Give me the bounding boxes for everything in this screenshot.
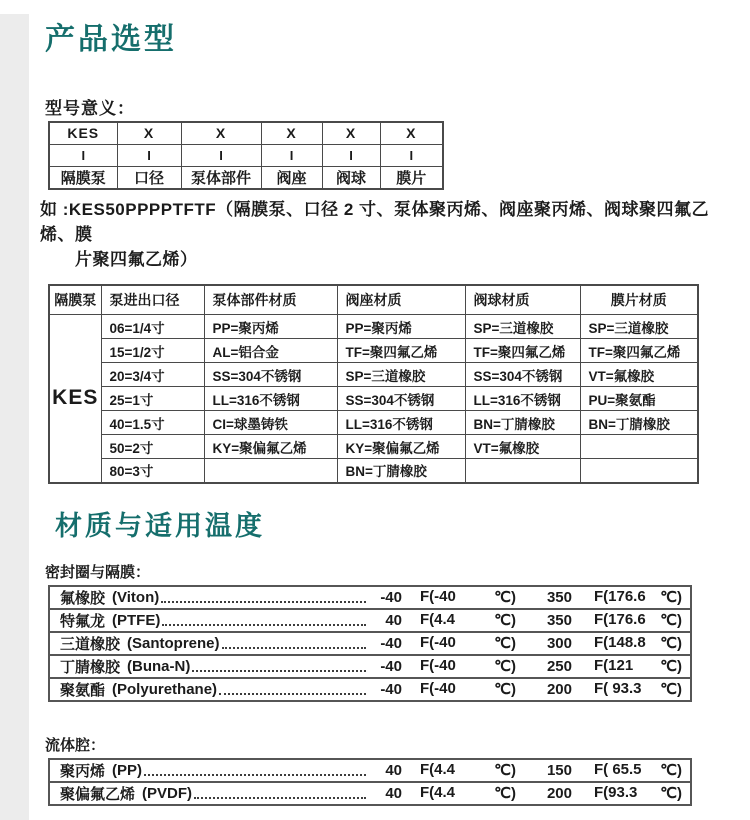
min-temp-c	[420, 588, 516, 606]
sel-header: 膜片材质	[580, 285, 698, 315]
min-temp-f: -40	[380, 657, 402, 675]
max-temp-c-unit: ℃)	[660, 762, 682, 779]
sel-cell: BN=丁腈橡胶	[580, 411, 698, 435]
material-name-cn: 聚氨酯	[60, 681, 106, 699]
max-temp-c	[594, 680, 682, 698]
temp-row	[48, 608, 692, 633]
min-temp-c	[420, 680, 516, 698]
min-temp-f: -40	[380, 634, 402, 652]
material-name-en: (Santoprene)	[127, 634, 220, 652]
material-name-cn: 聚偏氟乙烯	[60, 785, 136, 803]
model-cell: X	[322, 122, 380, 144]
sel-cell: PU=聚氨酯	[580, 387, 698, 411]
min-temp-c-value: F(-40	[420, 680, 456, 697]
sel-cell: CI=球墨铸铁	[204, 411, 337, 435]
material-name-en: (PTFE)	[112, 611, 161, 629]
temp-row	[48, 758, 692, 783]
dot-leader	[144, 774, 366, 776]
sel-cell: VT=氟橡胶	[580, 363, 698, 387]
max-temp-f: 200	[546, 784, 572, 802]
max-temp-c	[594, 588, 682, 606]
table-row	[49, 459, 698, 483]
min-temp-c-value: F(-40	[420, 657, 456, 674]
max-temp-c	[594, 611, 682, 629]
model-cell: X	[181, 122, 261, 144]
model-cell: I	[181, 144, 261, 166]
model-example	[40, 197, 720, 272]
sel-cell: BN=丁腈橡胶	[337, 459, 465, 483]
seal-diaphragm-label: 密封圈与隔膜：	[45, 563, 151, 581]
max-temp-c-unit: ℃)	[660, 635, 682, 652]
model-cell: 口径	[117, 166, 181, 189]
model-cell: X	[117, 122, 181, 144]
max-temp-f: 250	[546, 657, 572, 675]
min-temp-c	[420, 784, 516, 802]
temp-row	[48, 781, 692, 806]
table-row	[49, 435, 698, 459]
sel-cell: 40=1.5寸	[101, 411, 204, 435]
sel-cell: KY=聚偏氟乙烯	[204, 435, 337, 459]
sel-cell: 20=3/4寸	[101, 363, 204, 387]
min-temp-c-value: F(4.4	[420, 761, 456, 778]
min-temp-c-unit: ℃)	[494, 589, 516, 606]
sel-cell: SP=三道橡胶	[337, 363, 465, 387]
sel-cell: SS=304不锈钢	[204, 363, 337, 387]
model-name-row	[49, 166, 443, 189]
model-cell: KES	[49, 122, 117, 144]
material-name-cn: 聚丙烯	[60, 762, 106, 780]
min-temp-f: 40	[385, 761, 402, 779]
pump-code-cell: KES	[49, 315, 101, 483]
model-cell: I	[322, 144, 380, 166]
sel-cell	[580, 435, 698, 459]
max-temp-f: 200	[546, 680, 572, 698]
model-code-table	[48, 121, 444, 190]
min-temp-c-unit: ℃)	[494, 762, 516, 779]
sel-cell: LL=316不锈钢	[204, 387, 337, 411]
selection-header-row	[49, 285, 698, 315]
sel-cell: SS=304不锈钢	[465, 363, 580, 387]
sel-cell: 80=3寸	[101, 459, 204, 483]
max-temp-c-unit: ℃)	[660, 681, 682, 698]
material-name-cn: 三道橡胶	[60, 635, 121, 653]
min-temp-f: -40	[380, 680, 402, 698]
model-cell: 隔膜泵	[49, 166, 117, 189]
sel-cell: 15=1/2寸	[101, 339, 204, 363]
table-row	[49, 363, 698, 387]
sel-cell	[580, 459, 698, 483]
sel-header: 阀座材质	[337, 285, 465, 315]
sel-cell: LL=316不锈钢	[337, 411, 465, 435]
table-row	[49, 339, 698, 363]
material-name-en: (PVDF)	[142, 784, 193, 802]
max-temp-c	[594, 634, 682, 652]
model-example-line1: 如 :KES50PPPPTFTF（隔膜泵、口径 2 寸、泵体聚丙烯、阀座聚丙烯、阀球聚四氟乙烯、膜	[40, 199, 710, 244]
min-temp-c	[420, 761, 516, 779]
model-code-row	[49, 122, 443, 144]
temp-row	[48, 677, 692, 702]
section-title-materials: 材质与适用温度	[55, 510, 265, 541]
sel-cell: KY=聚偏氟乙烯	[337, 435, 465, 459]
min-temp-c-unit: ℃)	[494, 612, 516, 629]
sel-cell: TF=聚四氟乙烯	[337, 339, 465, 363]
dot-leader	[222, 647, 366, 649]
max-temp-f: 350	[546, 611, 572, 629]
material-name-en: (PP)	[112, 761, 143, 779]
sel-header: 阀球材质	[465, 285, 580, 315]
min-temp-f: -40	[380, 588, 402, 606]
sel-header: 隔膜泵	[49, 285, 101, 315]
max-temp-c-value: F(176.6	[594, 588, 646, 605]
sel-cell: 50=2寸	[101, 435, 204, 459]
min-temp-c	[420, 611, 516, 629]
sel-cell: PP=聚丙烯	[204, 315, 337, 339]
dot-leader	[219, 693, 366, 695]
model-example-line2: 片聚四氟乙烯）	[75, 249, 198, 269]
sel-cell: TF=聚四氟乙烯	[465, 339, 580, 363]
max-temp-c-unit: ℃)	[660, 785, 682, 802]
fluid-temp-table	[48, 758, 692, 806]
max-temp-c-value: F(176.6	[594, 611, 646, 628]
max-temp-c	[594, 784, 682, 802]
sel-cell: BN=丁腈橡胶	[465, 411, 580, 435]
temp-row	[48, 631, 692, 656]
sel-header: 泵体部件材质	[204, 285, 337, 315]
sel-cell: LL=316不锈钢	[465, 387, 580, 411]
min-temp-c	[420, 657, 516, 675]
dot-leader	[192, 670, 366, 672]
table-row	[49, 315, 698, 339]
dot-leader	[161, 601, 366, 603]
sel-cell: PP=聚丙烯	[337, 315, 465, 339]
max-temp-c-value: F(148.8	[594, 634, 646, 651]
seal-temp-table	[48, 585, 692, 702]
model-cell: 阀球	[322, 166, 380, 189]
max-temp-c-value: F( 93.3	[594, 680, 642, 697]
material-name-en: (Viton)	[112, 588, 160, 606]
sel-cell: SS=304不锈钢	[337, 387, 465, 411]
model-cell: 阀座	[261, 166, 322, 189]
material-name-cn: 特氟龙	[60, 612, 106, 630]
model-pipe-row	[49, 144, 443, 166]
max-temp-f: 150	[546, 761, 572, 779]
max-temp-c-value: F( 65.5	[594, 761, 642, 778]
max-temp-c	[594, 761, 682, 779]
dot-leader	[162, 624, 366, 626]
material-name-en: (Polyurethane)	[112, 680, 218, 698]
max-temp-c-value: F(93.3	[594, 784, 638, 801]
page-title: 产品选型	[45, 23, 177, 56]
model-cell: 泵体部件	[181, 166, 261, 189]
sel-cell: VT=氟橡胶	[465, 435, 580, 459]
max-temp-c-unit: ℃)	[660, 589, 682, 606]
table-row	[49, 387, 698, 411]
sel-cell	[465, 459, 580, 483]
min-temp-c-value: F(4.4	[420, 611, 456, 628]
model-cell: I	[380, 144, 443, 166]
sel-cell: 06=1/4寸	[101, 315, 204, 339]
min-temp-f: 40	[385, 784, 402, 802]
min-temp-c-value: F(4.4	[420, 784, 456, 801]
sel-header: 泵进出口径	[101, 285, 204, 315]
sel-cell: SP=三道橡胶	[465, 315, 580, 339]
table-row	[49, 411, 698, 435]
temp-row	[48, 654, 692, 679]
min-temp-c-unit: ℃)	[494, 681, 516, 698]
selection-table	[48, 284, 699, 484]
model-cell: 膜片	[380, 166, 443, 189]
max-temp-c-unit: ℃)	[660, 658, 682, 675]
catalog-page	[0, 14, 750, 806]
material-name-cn: 氟橡胶	[60, 589, 106, 607]
max-temp-c	[594, 657, 682, 675]
min-temp-c	[420, 634, 516, 652]
temp-row	[48, 585, 692, 610]
min-temp-f: 40	[385, 611, 402, 629]
sel-cell	[204, 459, 337, 483]
model-cell: I	[49, 144, 117, 166]
model-cell: X	[380, 122, 443, 144]
model-cell: I	[261, 144, 322, 166]
min-temp-c-value: F(-40	[420, 588, 456, 605]
sel-cell: AL=铝合金	[204, 339, 337, 363]
material-name-en: (Buna-N)	[127, 657, 191, 675]
min-temp-c-unit: ℃)	[494, 635, 516, 652]
min-temp-c-unit: ℃)	[494, 658, 516, 675]
min-temp-c-unit: ℃)	[494, 785, 516, 802]
model-cell: X	[261, 122, 322, 144]
fluid-chamber-label: 流体腔：	[45, 736, 106, 754]
material-name-cn: 丁腈橡胶	[60, 658, 121, 676]
model-cell: I	[117, 144, 181, 166]
sel-cell: 25=1寸	[101, 387, 204, 411]
max-temp-c-value: F(121	[594, 657, 634, 674]
sel-cell: TF=聚四氟乙烯	[580, 339, 698, 363]
model-meaning-label: 型号意义：	[45, 99, 135, 118]
max-temp-f: 300	[546, 634, 572, 652]
dot-leader	[194, 797, 366, 799]
min-temp-c-value: F(-40	[420, 634, 456, 651]
max-temp-f: 350	[546, 588, 572, 606]
max-temp-c-unit: ℃)	[660, 612, 682, 629]
sel-cell: SP=三道橡胶	[580, 315, 698, 339]
